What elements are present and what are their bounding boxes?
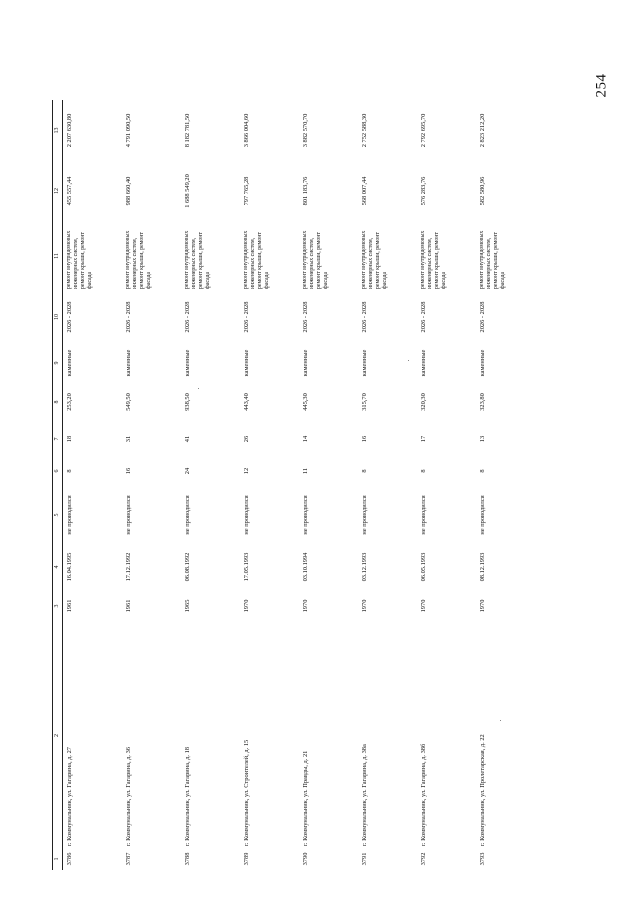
- date-cell: 06.05.1993: [419, 552, 427, 582]
- scan-speck: [500, 720, 501, 721]
- period-cell: 2026 - 2028: [242, 301, 250, 333]
- period-cell: 2026 - 2028: [183, 301, 191, 333]
- area-cell: 549,50: [124, 393, 132, 411]
- works-cell: ремонт внутридомовых инженерных систем, ремонт крыши, ремонт фасада: [65, 230, 93, 289]
- amount-cell: 1 688 549,20: [183, 174, 191, 208]
- address-cell: г. Коммунальник, ул. Правды, д. 21: [301, 750, 309, 846]
- table-row: [476, 100, 535, 870]
- period-cell: 2026 - 2028: [478, 301, 486, 333]
- period-cell: 2026 - 2028: [65, 301, 73, 333]
- amount-cell: 576 283,76: [419, 176, 427, 206]
- column-header: 2: [53, 623, 63, 848]
- date-cell: 03.10.1994: [301, 552, 309, 582]
- count-cell: 8: [360, 469, 368, 473]
- count-cell: 26: [242, 435, 250, 443]
- count-cell: 17: [419, 435, 427, 443]
- count-cell: 8: [419, 469, 427, 473]
- column-header: 10: [53, 291, 63, 343]
- area-cell: 443,40: [242, 393, 250, 411]
- year-cell: 1970: [478, 599, 486, 613]
- column-header: 1: [53, 848, 63, 870]
- count-cell: 8: [65, 469, 73, 473]
- status-cell: не проводился: [478, 495, 486, 535]
- status-cell: не проводился: [124, 495, 132, 535]
- period-cell: 2026 - 2028: [301, 301, 309, 333]
- count-cell: 16: [360, 435, 368, 443]
- table-row: [299, 100, 358, 870]
- date-cell: 17.12.1992: [124, 552, 132, 582]
- address-cell: г. Коммунальник, ул. Пролетарская, д. 22: [478, 734, 486, 846]
- total-cell: 2 207 630,80: [65, 113, 73, 148]
- address-cell: г. Коммунальник, ул. Гагарина, д. 18: [183, 747, 191, 846]
- status-cell: не проводился: [65, 495, 73, 535]
- material-cell: каменные: [124, 349, 132, 377]
- column-header: 5: [53, 485, 63, 545]
- column-header: 4: [53, 545, 63, 589]
- total-cell: 3 866 004,60: [242, 113, 250, 148]
- total-cell: 2 752 588,30: [360, 113, 368, 148]
- date-cell: 08.12.1993: [478, 552, 486, 582]
- total-cell: 2 792 695,70: [419, 113, 427, 148]
- scan-speck: [198, 388, 199, 389]
- table-body: [62, 100, 535, 870]
- date-cell: 16.04.1995: [65, 552, 73, 582]
- row-number: 3793: [478, 852, 486, 866]
- year-cell: 1970: [242, 599, 250, 613]
- address-cell: г. Коммунальник, ул. Строителей, д. 15: [242, 739, 250, 846]
- column-header: 3: [53, 589, 63, 623]
- table-row: [62, 100, 122, 870]
- address-cell: г. Коммунальник, ул. Гагарина, д. 27: [65, 747, 73, 846]
- year-cell: 1970: [419, 599, 427, 613]
- table-row: [181, 100, 240, 870]
- area-cell: 445,30: [301, 393, 309, 411]
- area-cell: 253,20: [65, 393, 73, 411]
- period-cell: 2026 - 2028: [124, 301, 132, 333]
- status-cell: не проводился: [419, 495, 427, 535]
- works-cell: ремонт внутридомовых инженерных систем, ремонт крыши, ремонт фасада: [360, 230, 388, 289]
- period-cell: 2026 - 2028: [360, 301, 368, 333]
- scan-speck: [408, 360, 409, 361]
- amount-cell: 568 007,44: [360, 176, 368, 206]
- works-cell: ремонт внутридомовых инженерных систем, ремонт крыши, ремонт фасада: [301, 230, 329, 289]
- address-cell: г. Коммунальник, ул. Гагарина, д. 38б: [419, 743, 427, 846]
- date-cell: 03.12.1993: [360, 552, 368, 582]
- column-header: 6: [53, 457, 63, 485]
- row-number: 3786: [65, 852, 73, 866]
- material-cell: каменные: [478, 349, 486, 377]
- status-cell: не проводился: [301, 495, 309, 535]
- works-cell: ремонт внутридомовых инженерных систем, ремонт крыши, ремонт фасада: [183, 230, 211, 289]
- works-cell: ремонт внутридомовых инженерных систем, ремонт крыши, ремонт фасада: [478, 230, 506, 289]
- row-number: 3788: [183, 852, 191, 866]
- area-cell: 315,70: [360, 393, 368, 411]
- row-number: 3791: [360, 852, 368, 866]
- total-cell: 3 882 570,70: [301, 113, 309, 148]
- count-cell: 12: [242, 467, 250, 475]
- row-number: 3790: [301, 852, 309, 866]
- table-row: [358, 100, 417, 870]
- material-cell: каменные: [65, 349, 73, 377]
- period-cell: 2026 - 2028: [419, 301, 427, 333]
- column-header: 11: [53, 221, 63, 291]
- material-cell: каменные: [242, 349, 250, 377]
- year-cell: 1965: [183, 599, 191, 613]
- works-cell: ремонт внутридомовых инженерных систем, ремонт крыши, ремонт фасада: [242, 230, 270, 289]
- area-cell: 938,50: [183, 393, 191, 411]
- count-cell: 16: [124, 467, 132, 475]
- column-header: 8: [53, 383, 63, 421]
- count-cell: 13: [478, 435, 486, 443]
- column-header: 12: [53, 161, 63, 221]
- status-cell: не проводился: [183, 495, 191, 535]
- date-cell: 06.08.1992: [183, 552, 191, 582]
- count-cell: 11: [301, 467, 309, 475]
- area-cell: 323,80: [478, 393, 486, 411]
- rotated-table-sheet: [52, 100, 530, 870]
- count-cell: 14: [301, 435, 309, 443]
- count-cell: 8: [478, 469, 486, 473]
- amount-cell: 801 183,76: [301, 176, 309, 206]
- total-cell: 8 182 781,50: [183, 113, 191, 148]
- works-cell: ремонт внутридомовых инженерных систем, ремонт крыши, ремонт фасада: [419, 230, 447, 289]
- address-cell: г. Коммунальник, ул. Гагарина, д. 38а: [360, 744, 368, 846]
- material-cell: каменные: [301, 349, 309, 377]
- table-row: [122, 100, 181, 870]
- count-cell: 31: [124, 435, 132, 443]
- table-header-row: [53, 100, 63, 870]
- amount-cell: 455 557,44: [65, 176, 73, 206]
- year-cell: 1961: [65, 599, 73, 613]
- material-cell: каменные: [419, 349, 427, 377]
- table-row: [240, 100, 299, 870]
- total-cell: 4 791 090,50: [124, 113, 132, 148]
- year-cell: 1970: [301, 599, 309, 613]
- status-cell: не проводился: [242, 495, 250, 535]
- works-cell: ремонт внутридомовых инженерных систем, ремонт крыши, ремонт фасада: [124, 230, 152, 289]
- table-row: [417, 100, 476, 870]
- material-cell: каменные: [360, 349, 368, 377]
- total-cell: 2 823 212,20: [478, 113, 486, 148]
- page-number: 254: [593, 73, 610, 98]
- area-cell: 320,30: [419, 393, 427, 411]
- count-cell: 41: [183, 435, 191, 443]
- row-number: 3789: [242, 852, 250, 866]
- repair-program-table: [52, 100, 535, 870]
- row-number: 3787: [124, 852, 132, 866]
- count-cell: 18: [65, 435, 73, 443]
- column-header: 9: [53, 343, 63, 383]
- date-cell: 17.05.1993: [242, 552, 250, 582]
- amount-cell: 582 580,96: [478, 176, 486, 206]
- year-cell: 1961: [124, 599, 132, 613]
- year-cell: 1970: [360, 599, 368, 613]
- count-cell: 24: [183, 467, 191, 475]
- column-header: 7: [53, 421, 63, 457]
- row-number: 3792: [419, 852, 427, 866]
- amount-cell: 988 660,40: [124, 176, 132, 206]
- material-cell: каменные: [183, 349, 191, 377]
- amount-cell: 797 765,28: [242, 176, 250, 206]
- status-cell: не проводился: [360, 495, 368, 535]
- column-header: 13: [53, 100, 63, 161]
- address-cell: г. Коммунальник, ул. Гагарина, д. 36: [124, 747, 132, 846]
